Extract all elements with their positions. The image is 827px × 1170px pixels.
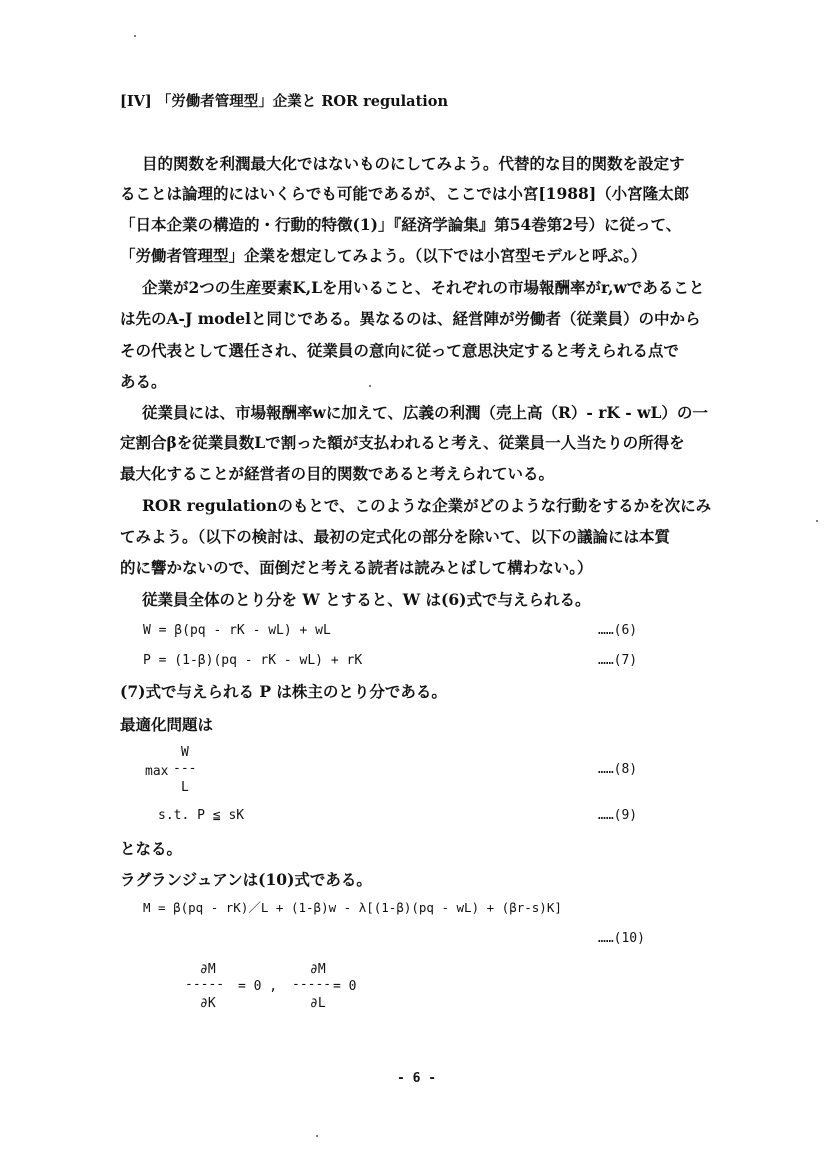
equation-8-numerator: W <box>181 745 189 760</box>
paragraph-8: となる。 <box>120 839 183 858</box>
equation-8-label: ……(8) <box>598 762 638 777</box>
equation-9-label: ……(9) <box>598 808 638 823</box>
page-number: - 6 - <box>397 1071 437 1086</box>
foc-2-equals: = 0 <box>333 979 357 994</box>
section-heading: [IV] 「労働者管理型」企業と ROR regulation <box>120 93 448 110</box>
equation-7: P = (1-β)(pq - rK - wL) + rK <box>143 653 363 668</box>
paragraph-3-line-2: 定割合βを従業員数Lで割った額が支払われると考え、従業員一人当たりの所得を <box>120 433 685 452</box>
equation-8-fraction-bar: --- <box>173 761 197 776</box>
paragraph-9: ラグランジュアンは(10)式である。 <box>120 870 372 889</box>
paragraph-3-line-3: 最大化することが経営者の目的関数であると考えられている。 <box>120 464 555 483</box>
paragraph-1-line-4: 「労働者管理型」企業を想定してみよう。（以下では小宮型モデルと呼ぶ。） <box>120 246 647 265</box>
foc-2-fraction-bar: ----- <box>292 977 332 992</box>
foc-1-numerator: ∂M <box>200 962 216 977</box>
foc-1-fraction-bar: ----- <box>185 977 225 992</box>
paragraph-6: (7)式で与えられる P は株主のとり分である。 <box>120 682 447 701</box>
paragraph-2-line-2: は先のA-J modelと同じである。異なるのは、経営陣が労働者（従業員）の中から <box>120 309 701 328</box>
equation-6-label: ……(6) <box>598 623 638 638</box>
paragraph-4-line-3: 的に響かないので、面倒だと考える読者は読みとばして構わない。） <box>120 558 593 577</box>
scan-speck <box>816 520 818 522</box>
paragraph-1-line-3: 「日本企業の構造的・行動的特徴(1)」『経済学論集』第54巻第2号）に従って、 <box>120 215 682 234</box>
foc-1-equals: = 0 , <box>238 979 278 994</box>
equation-6: W = β(pq - rK - wL) + wL <box>143 623 331 638</box>
paragraph-2-line-1: 企業が2つの生産要素K,Lを用いること、それぞれの市場報酬率がr,wであること <box>142 278 705 297</box>
equation-10: M = β(pq - rK)／L + (1-β)w - λ[(1-β)(pq - wL) + (βr-s)K] <box>143 900 562 915</box>
paragraph-1-line-1: 目的関数を利潤最大化ではないものにしてみよう。代替的な目的関数を設定す <box>142 154 685 173</box>
equation-8-max: max <box>145 764 169 779</box>
equation-8-denominator: L <box>181 780 189 795</box>
paragraph-1-line-2: ることは論理的にはいくらでも可能であるが、ここでは小宮[1988]（小宮隆太郎 <box>120 184 690 203</box>
paragraph-5: 従業員全体のとり分を W とすると、W は(6)式で与えられる。 <box>142 590 591 609</box>
foc-2-numerator: ∂M <box>310 962 326 977</box>
foc-2-denominator: ∂L <box>310 996 326 1011</box>
paragraph-7: 最適化問題は <box>120 715 214 734</box>
scan-speck <box>316 1135 318 1137</box>
equation-10-label: ……(10) <box>598 931 645 946</box>
scan-speck <box>369 385 371 387</box>
equation-7-label: ……(7) <box>598 653 638 668</box>
paragraph-2-line-3: その代表として選任され、従業員の意向に従って意思決定すると考えられる点で <box>120 341 679 360</box>
paragraph-4-line-1: ROR regulationのもとで、このような企業がどのような行動をするかを次にみ <box>142 496 712 515</box>
paragraph-4-line-2: てみよう。（以下の検討は、最初の定式化の部分を除いて、以下の議論には本質 <box>120 527 670 546</box>
foc-1-denominator: ∂K <box>200 996 216 1011</box>
paragraph-3-line-1: 従業員には、市場報酬率wに加えて、広義の利潤（売上高（R）- rK - wL）の一 <box>142 403 708 422</box>
paragraph-2-line-4: ある。 <box>120 372 167 391</box>
equation-9: s.t. P ≦ sK <box>158 808 245 823</box>
scan-speck <box>134 35 136 37</box>
